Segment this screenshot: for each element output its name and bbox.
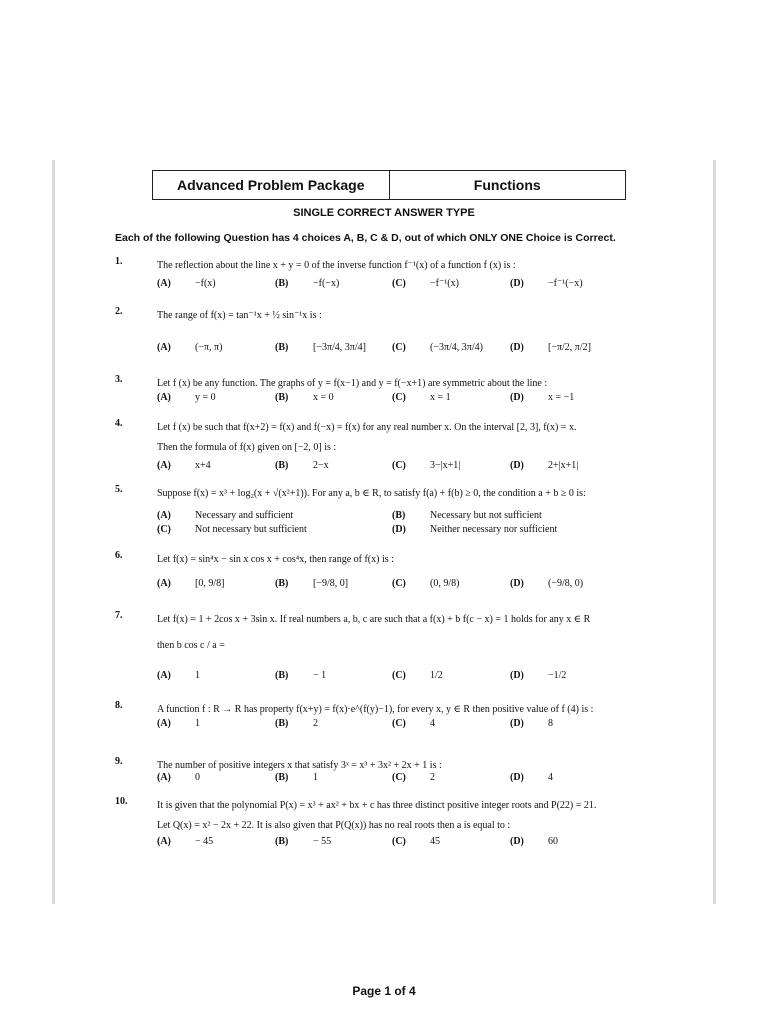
options [157, 392, 677, 412]
header-box [152, 170, 626, 200]
question-text-line-2: Then the formula of f(x) given on [−2, 0] is : [157, 442, 337, 453]
option-d: 60 [548, 836, 558, 847]
page-left-edge [52, 160, 55, 904]
page-right-edge [713, 160, 716, 904]
option-label-d: (D) [510, 392, 524, 403]
option-label-b: (B) [275, 772, 289, 783]
options [157, 772, 677, 792]
option-label-c: (C) [392, 392, 406, 403]
options [157, 578, 677, 598]
option-c: 45 [430, 836, 440, 847]
option-a: 0 [195, 772, 200, 783]
option-a: y = 0 [195, 392, 216, 403]
option-label-d: (D) [392, 524, 406, 535]
option-d: [−π/2, π/2] [548, 342, 591, 353]
option-label-a: (A) [157, 578, 171, 589]
option-b: Necessary but not sufficient [430, 510, 542, 521]
option-a: − 45 [195, 836, 214, 847]
options [157, 718, 677, 738]
option-b: −f(−x) [313, 278, 340, 289]
option-label-c: (C) [392, 718, 406, 729]
option-c: 2 [430, 772, 435, 783]
option-label-d: (D) [510, 460, 524, 471]
option-label-a: (A) [157, 718, 171, 729]
option-d: (−9/8, 0) [548, 578, 584, 589]
option-label-a: (A) [157, 342, 171, 353]
question-text: The reflection about the line x + y = 0 of the inverse function f⁻¹(x) of a function f (x) is : [157, 260, 516, 271]
option-label-a: (A) [157, 772, 171, 783]
option-label-d: (D) [510, 718, 524, 729]
option-d: 8 [548, 718, 553, 729]
option-label-c: (C) [392, 836, 406, 847]
option-label-c: (C) [157, 524, 171, 535]
option-a: (−π, π) [195, 342, 223, 353]
header-chapter-title: Functions [473, 177, 541, 193]
question-text-line-2: Let Q(x) = x² − 2x + 22. It is also given that P(Q(x)) has no real roots then a is equal to : [157, 820, 511, 831]
option-c: 3−|x+1| [430, 460, 461, 471]
option-d: Neither necessary nor sufficient [430, 524, 558, 535]
option-label-a: (A) [157, 670, 171, 681]
question-number: 7. [115, 610, 123, 621]
option-b: x = 0 [313, 392, 334, 403]
question-text: Let f(x) = sin⁴x − sin x cos x + cos⁴x, then range of f(x) is : [157, 554, 394, 565]
option-label-c: (C) [392, 578, 406, 589]
option-c: 1/2 [430, 670, 443, 681]
option-b: − 1 [313, 670, 327, 681]
option-label-b: (B) [275, 278, 289, 289]
option-a: 1 [195, 718, 200, 729]
question-text: Let f (x) be any function. The graphs of y = f(x−1) and y = f(−x+1) are symmetric about the line : [157, 378, 548, 389]
question-number: 2. [115, 306, 123, 317]
option-b: [−3π/4, 3π/4] [313, 342, 366, 353]
instructions: Each of the following Question has 4 choices A, B, C & D, out of which ONLY ONE Choice is Correct. [115, 232, 616, 244]
question-number: 9. [115, 756, 123, 767]
page-number: Page 1 of 4 [352, 984, 416, 998]
section-title: SINGLE CORRECT ANSWER TYPE [293, 207, 475, 219]
option-label-d: (D) [510, 670, 524, 681]
option-a: [0, 9/8] [195, 578, 225, 589]
option-d: 4 [548, 772, 553, 783]
option-label-a: (A) [157, 460, 171, 471]
option-a: 1 [195, 670, 200, 681]
option-label-a: (A) [157, 836, 171, 847]
question-number: 3. [115, 374, 123, 385]
option-label-d: (D) [510, 278, 524, 289]
question-text: It is given that the polynomial P(x) = x³ + ax² + bx + c has three distinct positive integer roots and P(22) = 21. [157, 800, 597, 811]
option-c: (0, 9/8) [430, 578, 460, 589]
option-b: 2−x [313, 460, 329, 471]
option-label-c: (C) [392, 460, 406, 471]
option-c: x = 1 [430, 392, 451, 403]
option-label-a: (A) [157, 510, 171, 521]
question-number: 5. [115, 484, 123, 495]
option-label-b: (B) [275, 718, 289, 729]
question-text-line-2: then b cos c / a = [157, 640, 225, 651]
option-d: −f⁻¹(−x) [548, 278, 583, 289]
options [157, 460, 677, 480]
question-text: A function f : R → R has property f(x+y) = f(x)·e^(f(y)−1), for every x, y ∈ R then positive value of f (4) is : [157, 704, 594, 715]
option-label-b: (B) [275, 836, 289, 847]
options [157, 342, 677, 362]
options [157, 836, 677, 856]
option-label-c: (C) [392, 342, 406, 353]
question-text: The range of f(x) = tan⁻¹x + ½ sin⁻¹x is : [157, 310, 322, 321]
option-label-c: (C) [392, 278, 406, 289]
question-number: 8. [115, 700, 123, 711]
option-label-b: (B) [275, 392, 289, 403]
option-label-c: (C) [392, 670, 406, 681]
question-text: Let f(x) = 1 + 2cos x + 3sin x. If real numbers a, b, c are such that a f(x) + b f(c − x) = 1 holds for any x ∈ R [157, 614, 591, 625]
option-label-c: (C) [392, 772, 406, 783]
option-b: 2 [313, 718, 318, 729]
option-label-a: (A) [157, 278, 171, 289]
option-label-b: (B) [392, 510, 406, 521]
option-label-d: (D) [510, 578, 524, 589]
question-text: Suppose f(x) = x³ + log₂(x + √(x²+1)). For any a, b ∈ R, to satisfy f(a) + f(b) ≥ 0, the condition a + b ≥ 0 is: [157, 488, 586, 499]
option-label-b: (B) [275, 670, 289, 681]
option-b: [−9/8, 0] [313, 578, 349, 589]
option-c: (−3π/4, 3π/4) [430, 342, 483, 353]
option-c: −f⁻¹(x) [430, 278, 459, 289]
option-a: −f(x) [195, 278, 216, 289]
option-label-b: (B) [275, 460, 289, 471]
option-d: x = −1 [548, 392, 575, 403]
option-label-d: (D) [510, 772, 524, 783]
options-row-2 [157, 524, 677, 544]
option-a: Necessary and sufficient [195, 510, 294, 521]
question-number: 6. [115, 550, 123, 561]
options [157, 278, 677, 298]
option-label-b: (B) [275, 342, 289, 353]
question-number: 10. [115, 796, 128, 807]
question-text: The number of positive integers x that satisfy 3ˣ = x³ + 3x² + 2x + 1 is : [157, 760, 442, 771]
option-label-b: (B) [275, 578, 289, 589]
option-a: x+4 [195, 460, 211, 471]
option-d: −1/2 [548, 670, 567, 681]
option-label-d: (D) [510, 342, 524, 353]
option-label-a: (A) [157, 392, 171, 403]
question-number: 4. [115, 418, 123, 429]
question-number: 1. [115, 256, 123, 267]
question-text: Let f (x) be such that f(x+2) = f(x) and f(−x) = f(x) for any real number x. On the interval [2, 3], f(x) = x. [157, 422, 577, 433]
option-b: 1 [313, 772, 318, 783]
option-d: 2+|x+1| [548, 460, 579, 471]
option-c: Not necessary but sufficient [195, 524, 307, 535]
option-label-d: (D) [510, 836, 524, 847]
option-c: 4 [430, 718, 435, 729]
header-package-title: Advanced Problem Package [153, 171, 390, 199]
option-b: − 55 [313, 836, 332, 847]
options [157, 670, 677, 690]
